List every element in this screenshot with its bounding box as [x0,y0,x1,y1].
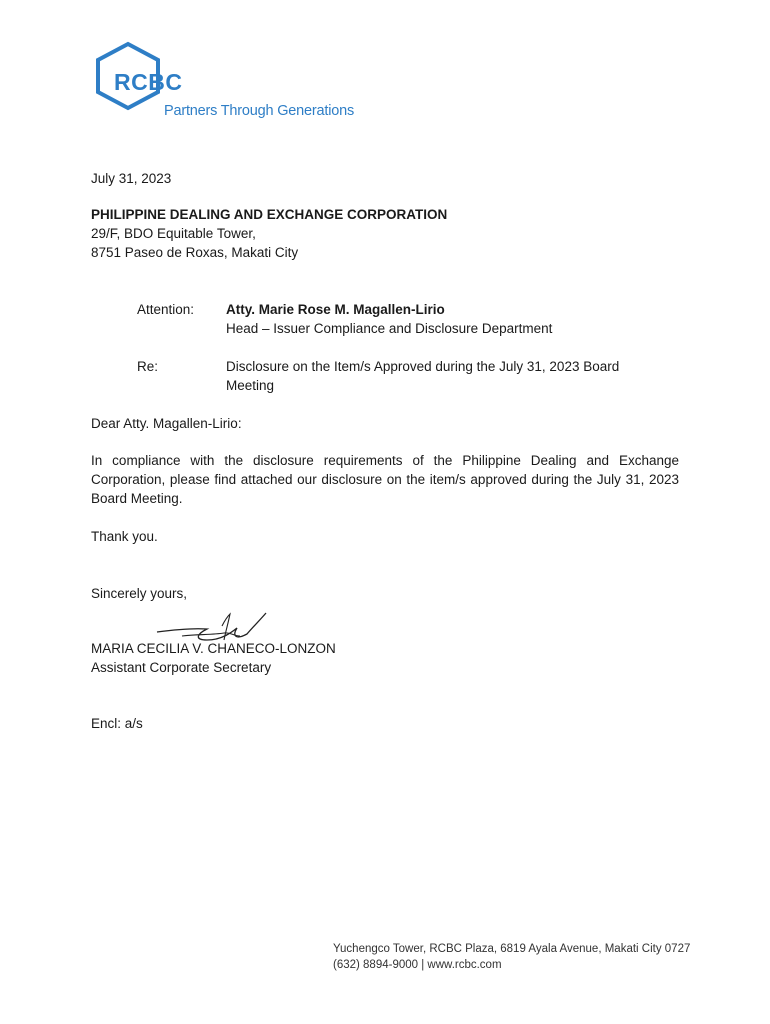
rcbc-logo [92,42,352,122]
signatory-title: Assistant Corporate Secretary [91,660,272,675]
footer-contact: (632) 8894-9000 | www.rcbc.com [333,959,502,971]
footer [333,941,690,973]
letter-date: July 31, 2023 [91,171,172,186]
attention-label: Attention: [137,302,195,317]
tagline: Partners Through Generations [164,103,354,119]
re-line1: Disclosure on the Item/s Approved during the July 31, 2023 Board [226,359,620,374]
closing: Sincerely yours, [91,586,188,601]
recipient-company: PHILIPPINE DEALING AND EXCHANGE CORPORATION [91,207,448,222]
re-label: Re: [137,359,159,374]
body-paragraph: In compliance with the disclosure requirements of the Philippine Dealing and Exchange Corporation, please find attached our disclosure on the item/s approved during the July 31, 2023 Board Meeting. [91,453,679,506]
recipient-address-line2: 8751 Paseo de Roxas, Makati City [91,245,299,260]
attention-title: Head – Issuer Compliance and Disclosure Department [226,321,553,336]
re-line2: Meeting [226,378,275,393]
signatory-name: MARIA CECILIA V. CHANECO-LONZON [91,641,336,656]
logo-text: RCBC [114,69,183,95]
salutation: Dear Atty. Magallen-Lirio: [91,416,242,431]
recipient-address-line1: 29/F, BDO Equitable Tower, [91,226,256,241]
attention-name: Atty. Marie Rose M. Magallen-Lirio [226,302,445,317]
thank-you: Thank you. [91,529,158,544]
enclosure: Encl: a/s [91,716,143,731]
footer-address: Yuchengco Tower, RCBC Plaza, 6819 Ayala Avenue, Makati City 0727 [333,943,691,955]
